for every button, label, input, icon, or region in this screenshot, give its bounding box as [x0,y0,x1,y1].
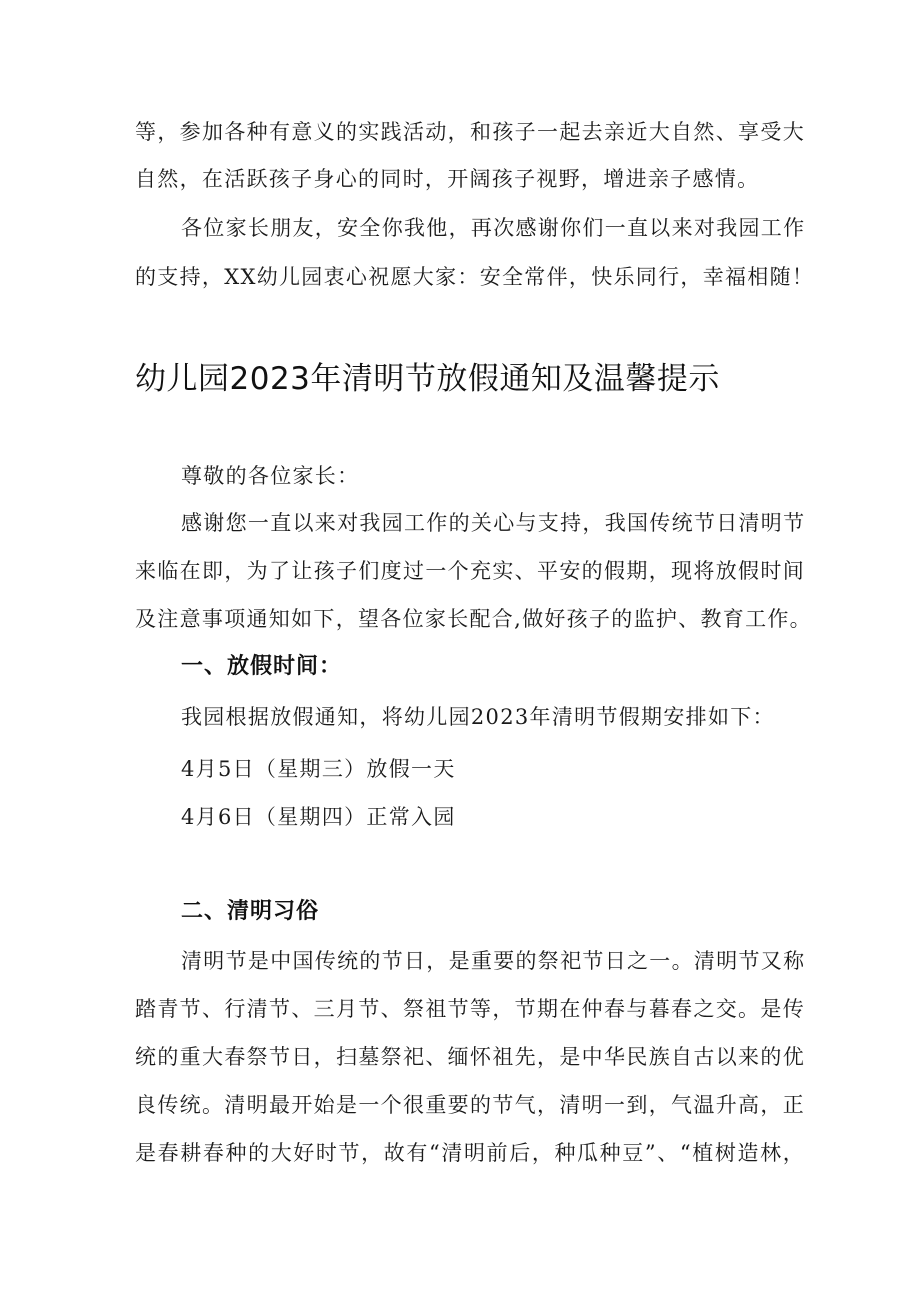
paragraph-line: 自然，在活跃孩子身心的同时，开阔孩子视野，增进亲子感情。 [135,167,760,191]
greeting: 尊敬的各位家长： [181,464,360,488]
section-heading-customs: 二、清明习俗 [181,899,320,924]
paragraph-line: 及注意事项通知如下，望各位家长配合,做好孩子的监护、教育工作。 [135,607,812,631]
section-heading-holiday-time: 一、放假时间： [181,654,343,679]
paragraph-line: 各位家长朋友，安全你我他，再次感谢你们一直以来对我园工作 [181,216,806,240]
paragraph-line: 的支持，XX幼儿园衷心祝愿大家：安全常伴，快乐同行，幸福相随！ [135,265,815,289]
paragraph-line: 良传统。清明最开始是一个很重要的节气，清明一到，气温升高，正 [135,1093,805,1117]
paragraph-line: 感谢您一直以来对我园工作的关心与支持，我国传统节日清明节 [181,511,806,535]
paragraph-line: 来临在即，为了让孩子们度过一个充实、平安的假期，现将放假时间 [135,559,805,583]
document-title: 幼儿园2023年清明节放假通知及温馨提示 [135,361,720,397]
schedule-item: 4月5日（星期三）放假一天 [181,757,456,781]
paragraph-line: 等，参加各种有意义的实践活动，和孩子一起去亲近大自然、享受大 [135,120,805,144]
paragraph-line: 统的重大春祭节日，扫墓祭祀、缅怀祖先，是中华民族自古以来的优 [135,1045,805,1069]
schedule-item: 4月6日（星期四）正常入园 [181,805,456,829]
paragraph-line: 是春耕春种的大好时节，故有“清明前后，种瓜种豆”、“植树造林， [135,1141,805,1165]
paragraph-line: 清明节是中国传统的节日，是重要的祭祀节日之一。清明节又称 [181,949,806,973]
paragraph-line: 我园根据放假通知，将幼儿园2023年清明节假期安排如下： [181,705,775,729]
paragraph-line: 踏青节、行清节、三月节、祭祖节等，节期在仲春与暮春之交。是传 [135,997,805,1021]
